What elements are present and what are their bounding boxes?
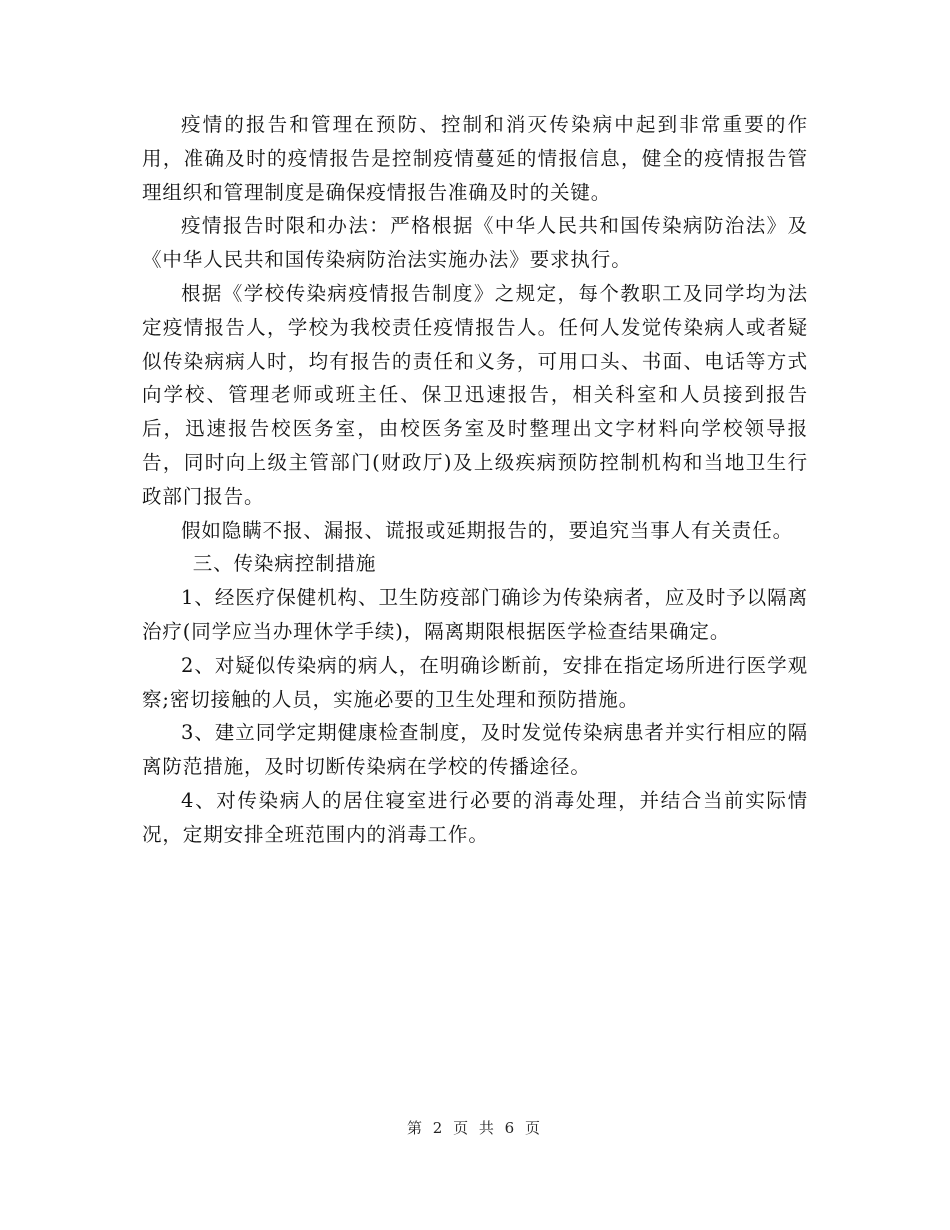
paragraph-2: 疫情报告时限和办法：严格根据《中华人民共和国传染病防治法》及《中华人民共和国传染病防治法实施办法》要求执行。 — [142, 214, 808, 272]
paragraph-measure-1: 1、经医疗保健机构、卫生防疫部门确诊为传染病者，应及时予以隔离治疗(同学应当办理休学手续)，隔离期限根据医学检查结果确定。 — [142, 586, 808, 643]
paragraph-measure-4: 4、对传染病人的居住寝室进行必要的消毒处理，并结合当前实际情况，定期安排全班范围内的消毒工作。 — [142, 788, 808, 846]
section-heading: 三、传染病控制措施 — [192, 552, 377, 576]
page-number-footer: 第 2 页 共 6 页 — [407, 1119, 543, 1137]
document-body — [142, 108, 808, 852]
paragraph-1: 疫情的报告和管理在预防、控制和消灭传染病中起到非常重要的作用，准确及时的疫情报告是控制疫情蔓延的情报信息，健全的疫情报告管理组织和管理制度是确保疫情报告准确及时的关键。 — [142, 113, 808, 204]
paragraph-3: 根据《学校传染病疫情报告制度》之规定，每个教职工及同学均为法定疫情报告人，学校为我校责任疫情报告人。任何人发觉传染病人或者疑似传染病病人时，均有报告的责任和义务，可用口头、书面、电话等方式向学校、管理老师或班主任、保卫迅速报告，相关科室和人员接到报告后，迅速报告校医务室，由校医务室及时整理出文字材料向学校领导报告，同时向上级主管部门(财政厅)及上级疾病预防控制机构和当地卫生行政部门报告。 — [142, 281, 808, 508]
paragraph-measure-3: 3、建立同学定期健康检查制度，及时发觉传染病患者并实行相应的隔离防范措施，及时切断传染病在学校的传播途径。 — [142, 721, 808, 779]
paragraph-measure-2: 2、对疑似传染病的病人，在明确诊断前，安排在指定场所进行医学观察;密切接触的人员，实施必要的卫生处理和预防措施。 — [142, 653, 808, 711]
paragraph-4: 假如隐瞒不报、漏报、谎报或延期报告的，要追究当事人有关责任。 — [181, 518, 794, 542]
